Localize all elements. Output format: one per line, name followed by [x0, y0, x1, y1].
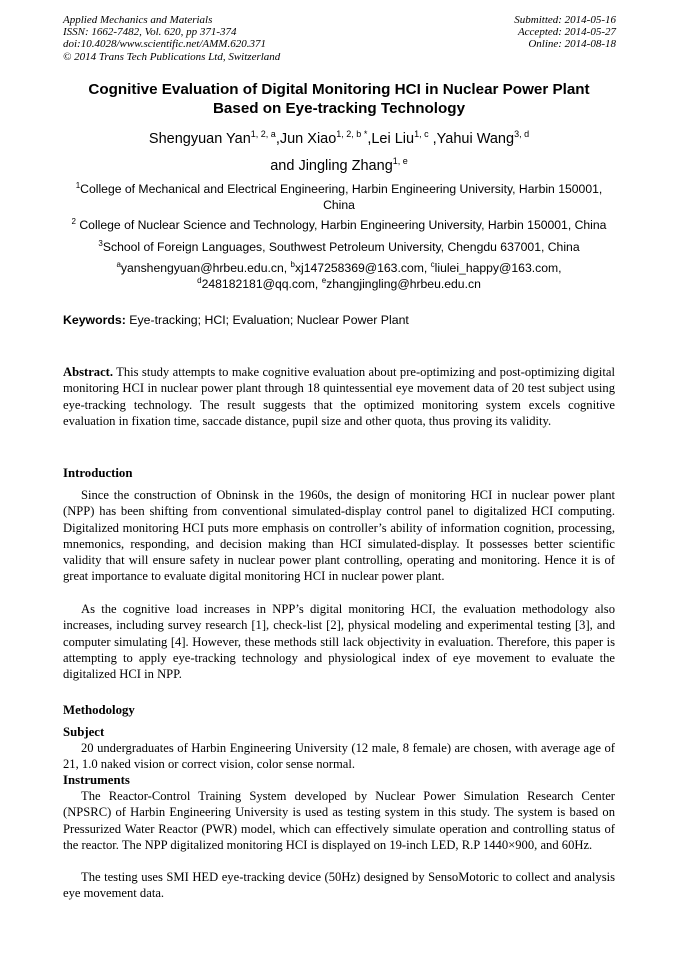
author-name: Yahui Wang	[436, 131, 515, 147]
affiliation-text: College of Nuclear Science and Technology, Harbin Engineering University, Harbin 150001, China	[75, 218, 607, 232]
abstract	[63, 364, 615, 429]
email-marker: d	[197, 275, 202, 285]
author-affiliation-marker: 1, 2, b *	[336, 129, 368, 139]
affiliation-text: China	[323, 197, 355, 212]
author-name: Jun Xiao	[279, 131, 337, 147]
affiliation-marker: 1	[75, 181, 81, 190]
date-submitted: Submitted: 2014-05-16	[514, 14, 616, 26]
affiliation-marker: 2	[71, 217, 76, 226]
journal-issn: ISSN: 1662-7482, Vol. 620, pp 371-374	[63, 26, 237, 39]
affiliation-1	[55, 182, 623, 213]
date-accepted: Accepted: 2014-05-27	[517, 26, 616, 39]
author-separator: ,	[367, 131, 372, 147]
email-marker: c	[430, 260, 435, 269]
affiliation-text: School of Foreign Languages, Southwest Petroleum University, Chengdu 637001, China	[102, 240, 580, 254]
instruments-paragraph-2: The testing uses SMI HED eye-tracking device (50Hz) designed by SensoMotoric to collect and analysis eye movement data.	[63, 870, 615, 901]
email-marker: b	[290, 260, 295, 269]
author-affiliation-marker: 1, e	[392, 156, 408, 166]
author-emails	[55, 261, 623, 292]
subject-paragraph: 20 undergraduates of Harbin Engineering University (12 male, 8 female) are chosen, with average age of 21, 1.0 naked vision or correct vision, color sense normal.	[63, 741, 615, 772]
author-list-line-1	[40, 130, 638, 148]
abstract-text: This study attempts to make cognitive evaluation about pre-optimizing and post-optimizing digital monitoring HCI in nuclear power plant through 18 quintessential eye movement data of 20 test subject using eye-tracking technology. The result suggests that the optimized monitoring system excels cognitive evaluation in fixation time, saccade distance, pupil size and other quota, thus proving its validity.	[63, 365, 615, 428]
author-affiliation-marker: 3, d	[514, 129, 530, 139]
journal-copyright: © 2014 Trans Tech Publications Ltd, Switzerland	[63, 50, 281, 63]
author-name: Lei Liu	[371, 131, 415, 147]
section-heading-introduction: Introduction	[63, 466, 133, 480]
section-heading-methodology: Methodology	[63, 703, 135, 717]
author-separator: ,	[428, 131, 437, 147]
date-online: Online: 2014-08-18	[528, 38, 616, 51]
author-name: and Jingling Zhang	[270, 158, 393, 174]
email-marker: a	[116, 260, 121, 269]
author-name: Shengyuan Yan	[148, 131, 251, 147]
affiliation-marker: 3	[98, 239, 103, 248]
affiliation-3	[55, 240, 623, 256]
paper-title	[55, 80, 623, 118]
keywords-label: Keywords:	[63, 313, 126, 327]
email-link[interactable]: zhangjingling@hrbeu.edu.cn	[326, 276, 481, 291]
paper-title-line-2: Based on Eye-tracking Technology	[212, 100, 466, 117]
author-affiliation-marker: 1, 2, a	[250, 129, 276, 139]
author-separator: ,	[275, 131, 280, 147]
author-affiliation-marker: 1, c	[414, 129, 429, 139]
email-link[interactable]: xj147258369@163.com,	[294, 261, 431, 275]
instruments-paragraph-1: The Reactor-Control Training System developed by Nuclear Power Simulation Research Center (NPSRC) of Harbin Engineering University is used as testing system in this study. The system is based on Pressurized Water Reactor (PWR) model, which can effectively simulate operation and controlling status of the reactor. The NPP digitalized monitoring HCI is displayed on 19-inch LED, R.P 1440×900, and 60Hz.	[63, 789, 615, 852]
affiliation-text: College of Mechanical and Electrical Engineering, Harbin Engineering University, Harbin 150001,	[80, 182, 603, 196]
journal-name: Applied Mechanics and Materials	[63, 14, 213, 26]
keywords-text: Eye-tracking; HCI; Evaluation; Nuclear Power Plant	[125, 313, 409, 327]
email-link[interactable]: 248182181@qq.com,	[201, 276, 322, 291]
introduction-paragraph-1: Since the construction of Obninsk in the 1960s, the design of monitoring HCI in nuclear power plant (NPP) has been shifting from conventional simulated-display control panel to digitalized HCI computing. Digitalized monitoring HCI puts more emphasis on controller’s ability of information cognition, processing, mnemonics, responding, and decision making than HCI simulated-display. It possesses better scientific validity that will ensure safety in nuclear power plant controlling, operating and monitoring. Hence it is of great importance to evaluate digital monitoring HCI in nuclear power plant.	[63, 488, 615, 584]
subsection-heading-instruments: Instruments	[63, 773, 130, 787]
publication-dates	[356, 14, 616, 51]
journal-doi: doi:10.4028/www.scientific.net/AMM.620.371	[63, 38, 266, 51]
keywords	[63, 312, 409, 328]
subsection-heading-subject: Subject	[63, 725, 105, 739]
introduction-paragraph-2: As the cognitive load increases in NPP’s digital monitoring HCI, the evaluation methodology also increases, including survey research [1], check-list [2], physical modeling and experimental testing [3], and computer simulating [4]. However, these methods still lack objectivity in evaluation. Therefore, this paper is attempting to apply eye-tracking technology and physiological index of eye movement to evaluate the digitalized HCI in NPP.	[63, 602, 615, 682]
email-link[interactable]: liulei_happy@163.com,	[434, 261, 562, 275]
affiliation-2	[55, 218, 623, 234]
email-link[interactable]: yanshengyuan@hrbeu.edu.cn,	[120, 261, 291, 275]
abstract-label: Abstract.	[63, 365, 114, 379]
author-list-line-2	[40, 157, 638, 175]
email-marker: e	[321, 275, 327, 285]
paper-title-line-1: Cognitive Evaluation of Digital Monitoring HCI in Nuclear Power Plant	[88, 81, 590, 98]
